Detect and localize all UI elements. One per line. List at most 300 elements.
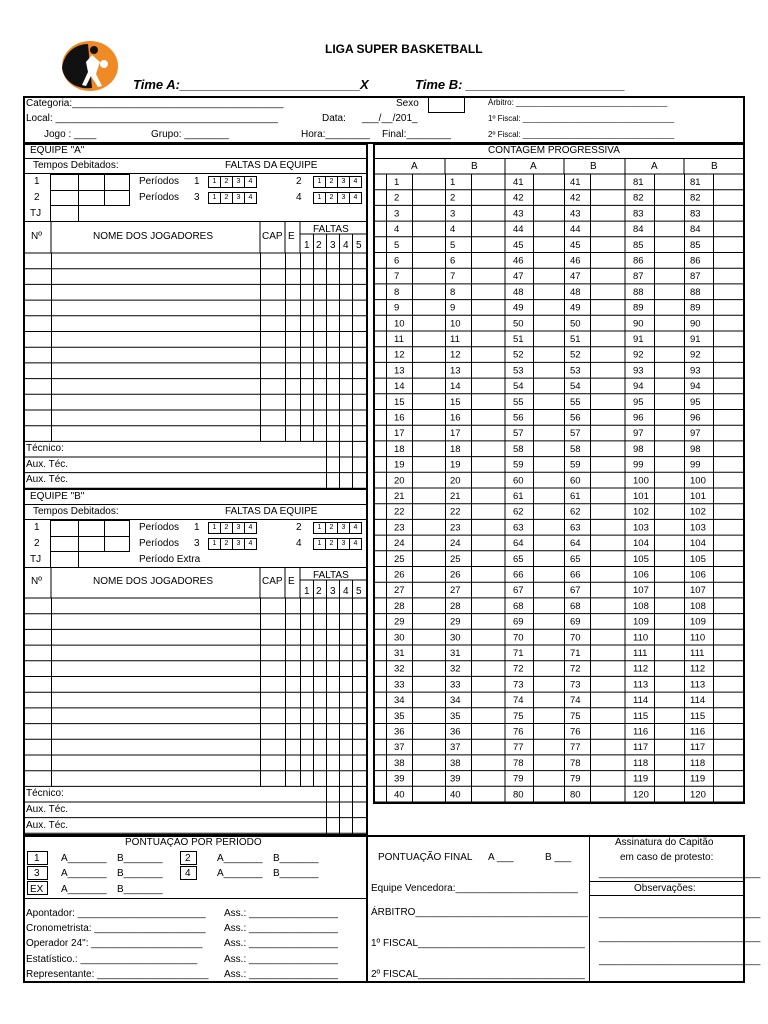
contagem-number: 50 [570, 318, 581, 330]
contagem-number: 120 [690, 789, 706, 801]
contagem-number: 44 [513, 224, 524, 236]
contagem-number: 110 [690, 632, 706, 644]
team-a-n-header: Nº [31, 231, 42, 242]
contagem-number: 31 [394, 648, 405, 659]
foul-box[interactable]: 4 [244, 192, 257, 204]
contagem-number: 18 [394, 443, 405, 455]
contagem-number: 48 [513, 286, 524, 298]
contagem-number: 15 [394, 396, 405, 408]
contagem-number: 93 [633, 365, 644, 377]
team-a-p1: 1 [194, 176, 200, 187]
contagem-number: 84 [633, 224, 644, 236]
contagem-number: 93 [690, 365, 701, 377]
contagem-number: 120 [633, 789, 649, 801]
fiscal2-signature[interactable]: 2º FISCAL______________________________ [371, 969, 585, 980]
obs-line-3[interactable]: _____________________________ [599, 955, 761, 966]
contagem-number: 113 [633, 679, 649, 691]
foul-box[interactable]: 3 [232, 538, 245, 550]
contagem-header-a: A [651, 161, 658, 172]
team-a-periodos-2: Períodos [139, 192, 180, 203]
contagem-number: 38 [394, 757, 405, 769]
contagem-number: 8 [394, 286, 400, 298]
team-b-p3: 3 [194, 538, 200, 549]
contagem-number: 70 [513, 632, 524, 644]
obs-line-1[interactable]: _____________________________ [599, 908, 761, 919]
contagem-number: 55 [513, 396, 524, 408]
foul-box[interactable]: 3 [337, 176, 350, 188]
contagem-number: 118 [690, 757, 706, 769]
local-field[interactable]: Local: ________________________________________ [26, 113, 278, 124]
period-3-b[interactable]: B_______ [117, 868, 163, 879]
fiscal1-signature[interactable]: 1º FISCAL______________________________ [371, 938, 585, 949]
contagem-number: 78 [513, 757, 524, 769]
contagem-number: 119 [633, 773, 649, 785]
contagem-number: 58 [570, 443, 581, 455]
estatistico-field[interactable]: Estatístico.: _____________________ [26, 954, 198, 965]
contagem-number: 61 [513, 491, 524, 502]
contagem-number: 71 [570, 648, 581, 659]
team-b-periodos-2: Períodos [139, 538, 180, 549]
contagem-number: 83 [633, 208, 644, 220]
team-a-row-2: 2 [34, 192, 40, 203]
contagem-number: 5 [394, 239, 400, 251]
contagem-number: 40 [394, 789, 405, 801]
contagem-number: 42 [513, 192, 524, 204]
contagem-number: 23 [394, 522, 405, 534]
contagem-number: 82 [690, 192, 701, 204]
contagem-number: 22 [450, 506, 461, 518]
contagem-number: 102 [690, 506, 706, 518]
contagem-header-a: A [530, 161, 537, 172]
contagem-number: 41 [513, 177, 524, 188]
foul-box[interactable]: 2 [220, 176, 233, 188]
time-a-field[interactable]: Time A:_________________________ [133, 77, 361, 92]
pontuacao-title: PONTUAÇÃO POR PERÍODO [125, 837, 262, 848]
contagem-number: 56 [513, 412, 524, 424]
contagem-number: 104 [633, 538, 649, 550]
team-b-p2: 2 [296, 522, 302, 533]
contagem-number: 49 [513, 302, 524, 314]
foul-box[interactable]: 2 [325, 522, 338, 534]
foul-number: 2 [316, 586, 322, 597]
foul-box[interactable]: 2 [220, 192, 233, 204]
assinatura-title-1: Assinatura do Capitão [615, 837, 714, 848]
contagem-number: 6 [450, 255, 456, 267]
contagem-number: 2 [394, 192, 400, 204]
foul-box[interactable]: 1 [208, 538, 221, 550]
team-b-faltas-header: FALTAS [313, 570, 349, 581]
contagem-number: 103 [690, 522, 706, 534]
contagem-number: 77 [570, 742, 581, 754]
contagem-number: 43 [513, 208, 524, 220]
contagem-number: 21 [450, 491, 461, 502]
team-a-faltas-header: FALTAS [313, 224, 349, 235]
team-a-row-1: 1 [34, 176, 40, 187]
contagem-number: 2 [450, 192, 456, 204]
estatistico-ass[interactable]: Ass.: ________________ [224, 954, 338, 965]
foul-box[interactable]: 2 [220, 538, 233, 550]
contagem-number: 82 [633, 192, 644, 204]
contagem-number: 105 [633, 553, 649, 565]
contagem-number: 22 [394, 506, 405, 518]
contagem-number: 111 [690, 648, 705, 659]
contagem-number: 13 [394, 365, 405, 377]
contagem-number: 110 [633, 632, 649, 644]
contagem-number: 89 [690, 302, 701, 314]
fiscal1-field[interactable]: 1º Fiscal: __________________________________ [488, 114, 675, 123]
contagem-number: 95 [690, 396, 701, 408]
contagem-number: 96 [690, 412, 701, 424]
contagem-number: 20 [394, 475, 405, 487]
contagem-title: CONTAGEM PROGRESSIVA [488, 145, 620, 156]
period-3-a[interactable]: A_______ [61, 868, 107, 879]
contagem-number: 88 [633, 286, 644, 298]
contagem-number: 72 [513, 663, 524, 675]
period-4-a[interactable]: A_______ [217, 868, 263, 879]
team-a-cap-header: CAP [262, 231, 283, 242]
contagem-number: 87 [633, 271, 644, 283]
contagem-number: 33 [394, 679, 405, 691]
team-a-p3: 3 [194, 192, 200, 203]
team-b-row-2: 2 [34, 538, 40, 549]
contagem-number: 47 [513, 271, 524, 283]
contagem-number: 12 [450, 349, 461, 361]
foul-box[interactable]: 1 [313, 522, 326, 534]
contagem-number: 3 [394, 208, 400, 220]
basketball-icon [100, 60, 108, 68]
contagem-header-b: B [711, 161, 718, 172]
operador-ass[interactable]: Ass.: ________________ [224, 938, 338, 949]
contagem-number: 75 [570, 710, 581, 722]
contagem-number: 88 [690, 286, 701, 298]
team-b-nome-header: NOME DOS JOGADORES [93, 576, 214, 587]
pontuacao-final-b[interactable]: B ___ [545, 852, 572, 863]
contagem-number: 14 [394, 381, 405, 393]
contagem-number: 34 [394, 695, 405, 707]
contagem-number: 79 [513, 773, 524, 785]
contagem-number: 57 [513, 428, 524, 440]
contagem-number: 25 [450, 553, 461, 565]
contagem-number: 64 [513, 538, 524, 550]
foul-box[interactable]: 3 [232, 522, 245, 534]
team-b-tempos: Tempos Debitados: [33, 506, 119, 517]
team-a-tempos: Tempos Debitados: [33, 160, 119, 171]
contagem-number: 30 [450, 632, 461, 644]
contagem-number: 10 [394, 318, 405, 330]
contagem-number: 48 [570, 286, 581, 298]
contagem-number: 117 [690, 742, 706, 754]
grupo-field[interactable]: Grupo: ________ [151, 129, 229, 140]
contagem-number: 9 [394, 302, 400, 314]
contagem-number: 79 [570, 773, 581, 785]
team-a-aux1: Aux. Téc. [26, 459, 69, 470]
contagem-number: 109 [690, 616, 706, 628]
foul-box[interactable]: 1 [313, 538, 326, 550]
contagem-number: 37 [450, 742, 461, 754]
team-b-p1: 1 [194, 522, 200, 533]
contagem-number: 68 [513, 600, 524, 612]
contagem-number: 57 [570, 428, 581, 440]
team-a-nome-header: NOME DOS JOGADORES [93, 231, 214, 242]
contagem-number: 109 [633, 616, 649, 628]
contagem-number: 47 [570, 271, 581, 283]
team-b-aux2: Aux. Téc. [26, 820, 69, 831]
contagem-number: 114 [690, 695, 706, 707]
contagem-header-b: B [471, 161, 478, 172]
foul-box[interactable]: 4 [349, 176, 362, 188]
cronometrista-ass[interactable]: Ass.: ________________ [224, 923, 338, 934]
contagem-number: 107 [690, 585, 706, 597]
foul-box[interactable]: 2 [325, 176, 338, 188]
contagem-number: 91 [690, 334, 701, 345]
categoria-field[interactable]: Categoria:______________________________________ [26, 98, 284, 109]
sexo-box[interactable] [428, 97, 465, 113]
contagem-number: 9 [450, 302, 456, 314]
contagem-number: 37 [394, 742, 405, 754]
contagem-number: 27 [450, 585, 461, 597]
foul-box[interactable]: 4 [349, 522, 362, 534]
contagem-number: 29 [450, 616, 461, 628]
foul-number: 1 [304, 240, 310, 251]
contagem-number: 76 [570, 726, 581, 738]
foul-box[interactable]: 3 [232, 176, 245, 188]
contagem-number: 80 [570, 789, 581, 801]
foul-box[interactable]: 1 [208, 522, 221, 534]
contagem-number: 46 [513, 255, 524, 267]
cronometrista-field[interactable]: Cronometrista: ____________________ [26, 923, 206, 934]
hora-field[interactable]: Hora:________ [301, 129, 370, 140]
arbitro-field[interactable]: Árbitro: __________________________________ [488, 98, 668, 107]
contagem-number: 6 [394, 255, 400, 267]
foul-box[interactable]: 1 [313, 176, 326, 188]
team-a-p4: 4 [296, 192, 302, 203]
contagem-number: 103 [633, 522, 649, 534]
sexo-label: Sexo [396, 98, 419, 109]
contagem-number: 72 [570, 663, 581, 675]
assinatura-title-2: em caso de protesto: [620, 852, 714, 863]
contagem-number: 60 [570, 475, 581, 487]
contagem-number: 18 [450, 443, 461, 455]
period-ex-b[interactable]: B_______ [117, 884, 163, 895]
contagem-number: 44 [570, 224, 581, 236]
obs-line-2[interactable]: _____________________________ [599, 932, 761, 943]
contagem-number: 108 [690, 600, 706, 612]
foul-box[interactable]: 1 [313, 192, 326, 204]
contagem-number: 62 [570, 506, 581, 518]
team-a-faltas-equipe: FALTAS DA EQUIPE [225, 160, 318, 171]
foul-box[interactable]: 4 [349, 192, 362, 204]
contagem-number: 59 [513, 459, 524, 471]
contagem-number: 54 [513, 381, 524, 393]
foul-box[interactable]: 2 [220, 522, 233, 534]
representante-field[interactable]: Representante: ____________________ [26, 969, 209, 980]
operador-field[interactable]: Operador 24": ____________________ [26, 938, 203, 949]
contagem-number: 45 [513, 239, 524, 251]
team-b-periodo-extra: Período Extra [139, 554, 201, 565]
contagem-number: 76 [513, 726, 524, 738]
contagem-number: 118 [633, 757, 649, 769]
contagem-number: 8 [450, 286, 456, 298]
contagem-number: 63 [513, 522, 524, 534]
pontuacao-final-a[interactable]: A ___ [488, 852, 514, 863]
arbitro-signature[interactable]: ÁRBITRO_______________________________ [371, 907, 588, 918]
contagem-number: 55 [570, 396, 581, 408]
contagem-number: 78 [570, 757, 581, 769]
period-4-label: 4 [185, 868, 191, 879]
contagem-number: 64 [570, 538, 581, 550]
contagem-number: 116 [633, 726, 649, 738]
contagem-number: 113 [690, 679, 706, 691]
contagem-number: 52 [570, 349, 581, 361]
contagem-number: 85 [690, 239, 701, 251]
contagem-number: 13 [450, 365, 461, 377]
contagem-number: 1 [450, 177, 456, 188]
team-b-tj: TJ [30, 554, 42, 565]
foul-box[interactable]: 4 [244, 538, 257, 550]
foul-box[interactable]: 1 [208, 176, 221, 188]
contagem-number: 15 [450, 396, 461, 408]
contagem-number: 117 [633, 742, 649, 754]
final-field[interactable]: Final:________ [382, 129, 451, 140]
contagem-number: 98 [633, 443, 644, 455]
contagem-number: 69 [570, 616, 581, 628]
contagem-number: 27 [394, 585, 405, 597]
contagem-number: 73 [570, 679, 581, 691]
contagem-number: 107 [633, 585, 649, 597]
foul-number: 4 [343, 240, 349, 251]
contagem-number: 85 [633, 239, 644, 251]
league-logo [58, 40, 120, 92]
equipe-vencedora-field[interactable]: Equipe Vencedora:______________________ [371, 883, 578, 894]
team-b-aux1: Aux. Téc. [26, 804, 69, 815]
team-b-cap-header: CAP [262, 576, 283, 587]
time-b-field[interactable]: Time B: ______________________ [415, 77, 626, 92]
contagem-number: 26 [394, 569, 405, 581]
contagem-number: 4 [394, 224, 400, 236]
contagem-number: 65 [570, 553, 581, 565]
contagem-number: 67 [513, 585, 524, 597]
apontador-field[interactable]: Apontador: _______________________ [26, 908, 206, 919]
contagem-number: 112 [690, 663, 706, 675]
contagem-number: 60 [513, 475, 524, 487]
foul-box[interactable]: 3 [337, 192, 350, 204]
foul-box[interactable]: 3 [337, 522, 350, 534]
contagem-number: 70 [570, 632, 581, 644]
contagem-number: 96 [633, 412, 644, 424]
contagem-number: 4 [450, 224, 456, 236]
contagem-number: 84 [690, 224, 701, 236]
contagem-number: 86 [690, 255, 701, 267]
foul-box[interactable]: 2 [325, 192, 338, 204]
contagem-number: 98 [690, 443, 701, 455]
contagem-number: 17 [394, 428, 405, 440]
contagem-number: 38 [450, 757, 461, 769]
period-4-b[interactable]: B_______ [273, 868, 319, 879]
period-ex-a[interactable]: A_______ [61, 884, 107, 895]
contagem-number: 81 [633, 177, 644, 188]
foul-box[interactable]: 3 [337, 538, 350, 550]
contagem-number: 24 [450, 538, 461, 550]
foul-number: 5 [356, 586, 362, 597]
contagem-number: 3 [450, 208, 456, 220]
contagem-number: 19 [394, 459, 405, 471]
contagem-number: 65 [513, 553, 524, 565]
contagem-number: 32 [450, 663, 461, 675]
contagem-number: 5 [450, 239, 456, 251]
foul-box[interactable]: 4 [244, 522, 257, 534]
period-2-label: 2 [185, 853, 191, 864]
contagem-number: 59 [570, 459, 581, 471]
fiscal2-field[interactable]: 2º Fiscal: __________________________________ [488, 130, 675, 139]
contagem-number: 92 [633, 349, 644, 361]
contagem-number: 35 [450, 710, 461, 722]
contagem-number: 23 [450, 522, 461, 534]
contagem-number: 56 [570, 412, 581, 424]
contagem-number: 50 [513, 318, 524, 330]
contagem-number: 35 [394, 710, 405, 722]
team-a-periodos-1: Períodos [139, 176, 180, 187]
foul-box[interactable]: 1 [208, 192, 221, 204]
contagem-number: 87 [690, 271, 701, 283]
contagem-number: 16 [450, 412, 461, 424]
contagem-number: 53 [513, 365, 524, 377]
observacoes-label: Observações: [634, 883, 696, 894]
data-field[interactable]: ___/__/201_ [362, 113, 418, 124]
contagem-number: 32 [394, 663, 405, 675]
contagem-number: 26 [450, 569, 461, 581]
contagem-number: 1 [394, 177, 400, 188]
team-b-n-header: Nº [31, 576, 42, 587]
foul-box[interactable]: 2 [325, 538, 338, 550]
contagem-number: 66 [513, 569, 524, 581]
contagem-number: 100 [690, 475, 706, 487]
foul-number: 1 [304, 586, 310, 597]
apontador-ass[interactable]: Ass.: ________________ [224, 908, 338, 919]
contagem-number: 104 [690, 538, 706, 550]
contagem-number: 94 [633, 381, 644, 393]
contagem-number: 101 [633, 491, 649, 502]
foul-box[interactable]: 4 [349, 538, 362, 550]
contagem-number: 52 [513, 349, 524, 361]
team-a-aux2: Aux. Téc. [26, 474, 69, 485]
representante-ass[interactable]: Ass.: ________________ [224, 969, 338, 980]
contagem-number: 90 [690, 318, 701, 330]
assinatura-line[interactable]: _____________________________ [599, 868, 761, 879]
contagem-number: 40 [450, 789, 461, 801]
contagem-number: 108 [633, 600, 649, 612]
contagem-number: 11 [450, 334, 460, 345]
period-1-b[interactable]: B_______ [117, 853, 163, 864]
period-2-b[interactable]: B_______ [273, 853, 319, 864]
contagem-number: 105 [690, 553, 706, 565]
contagem-number: 66 [570, 569, 581, 581]
team-b-e-header: E [288, 576, 295, 587]
contagem-number: 83 [690, 208, 701, 220]
foul-box[interactable]: 4 [244, 176, 257, 188]
period-1-a[interactable]: A_______ [61, 853, 107, 864]
contagem-number: 75 [513, 710, 524, 722]
period-1-label: 1 [34, 853, 40, 864]
contagem-number: 106 [690, 569, 706, 581]
contagem-number: 73 [513, 679, 524, 691]
period-2-a[interactable]: A_______ [217, 853, 263, 864]
foul-box[interactable]: 3 [232, 192, 245, 204]
contagem-number: 14 [450, 381, 461, 393]
contagem-number: 116 [690, 726, 706, 738]
jogo-field[interactable]: Jogo : ____ [44, 129, 97, 140]
team-a-p2: 2 [296, 176, 302, 187]
contagem-number: 36 [394, 726, 405, 738]
